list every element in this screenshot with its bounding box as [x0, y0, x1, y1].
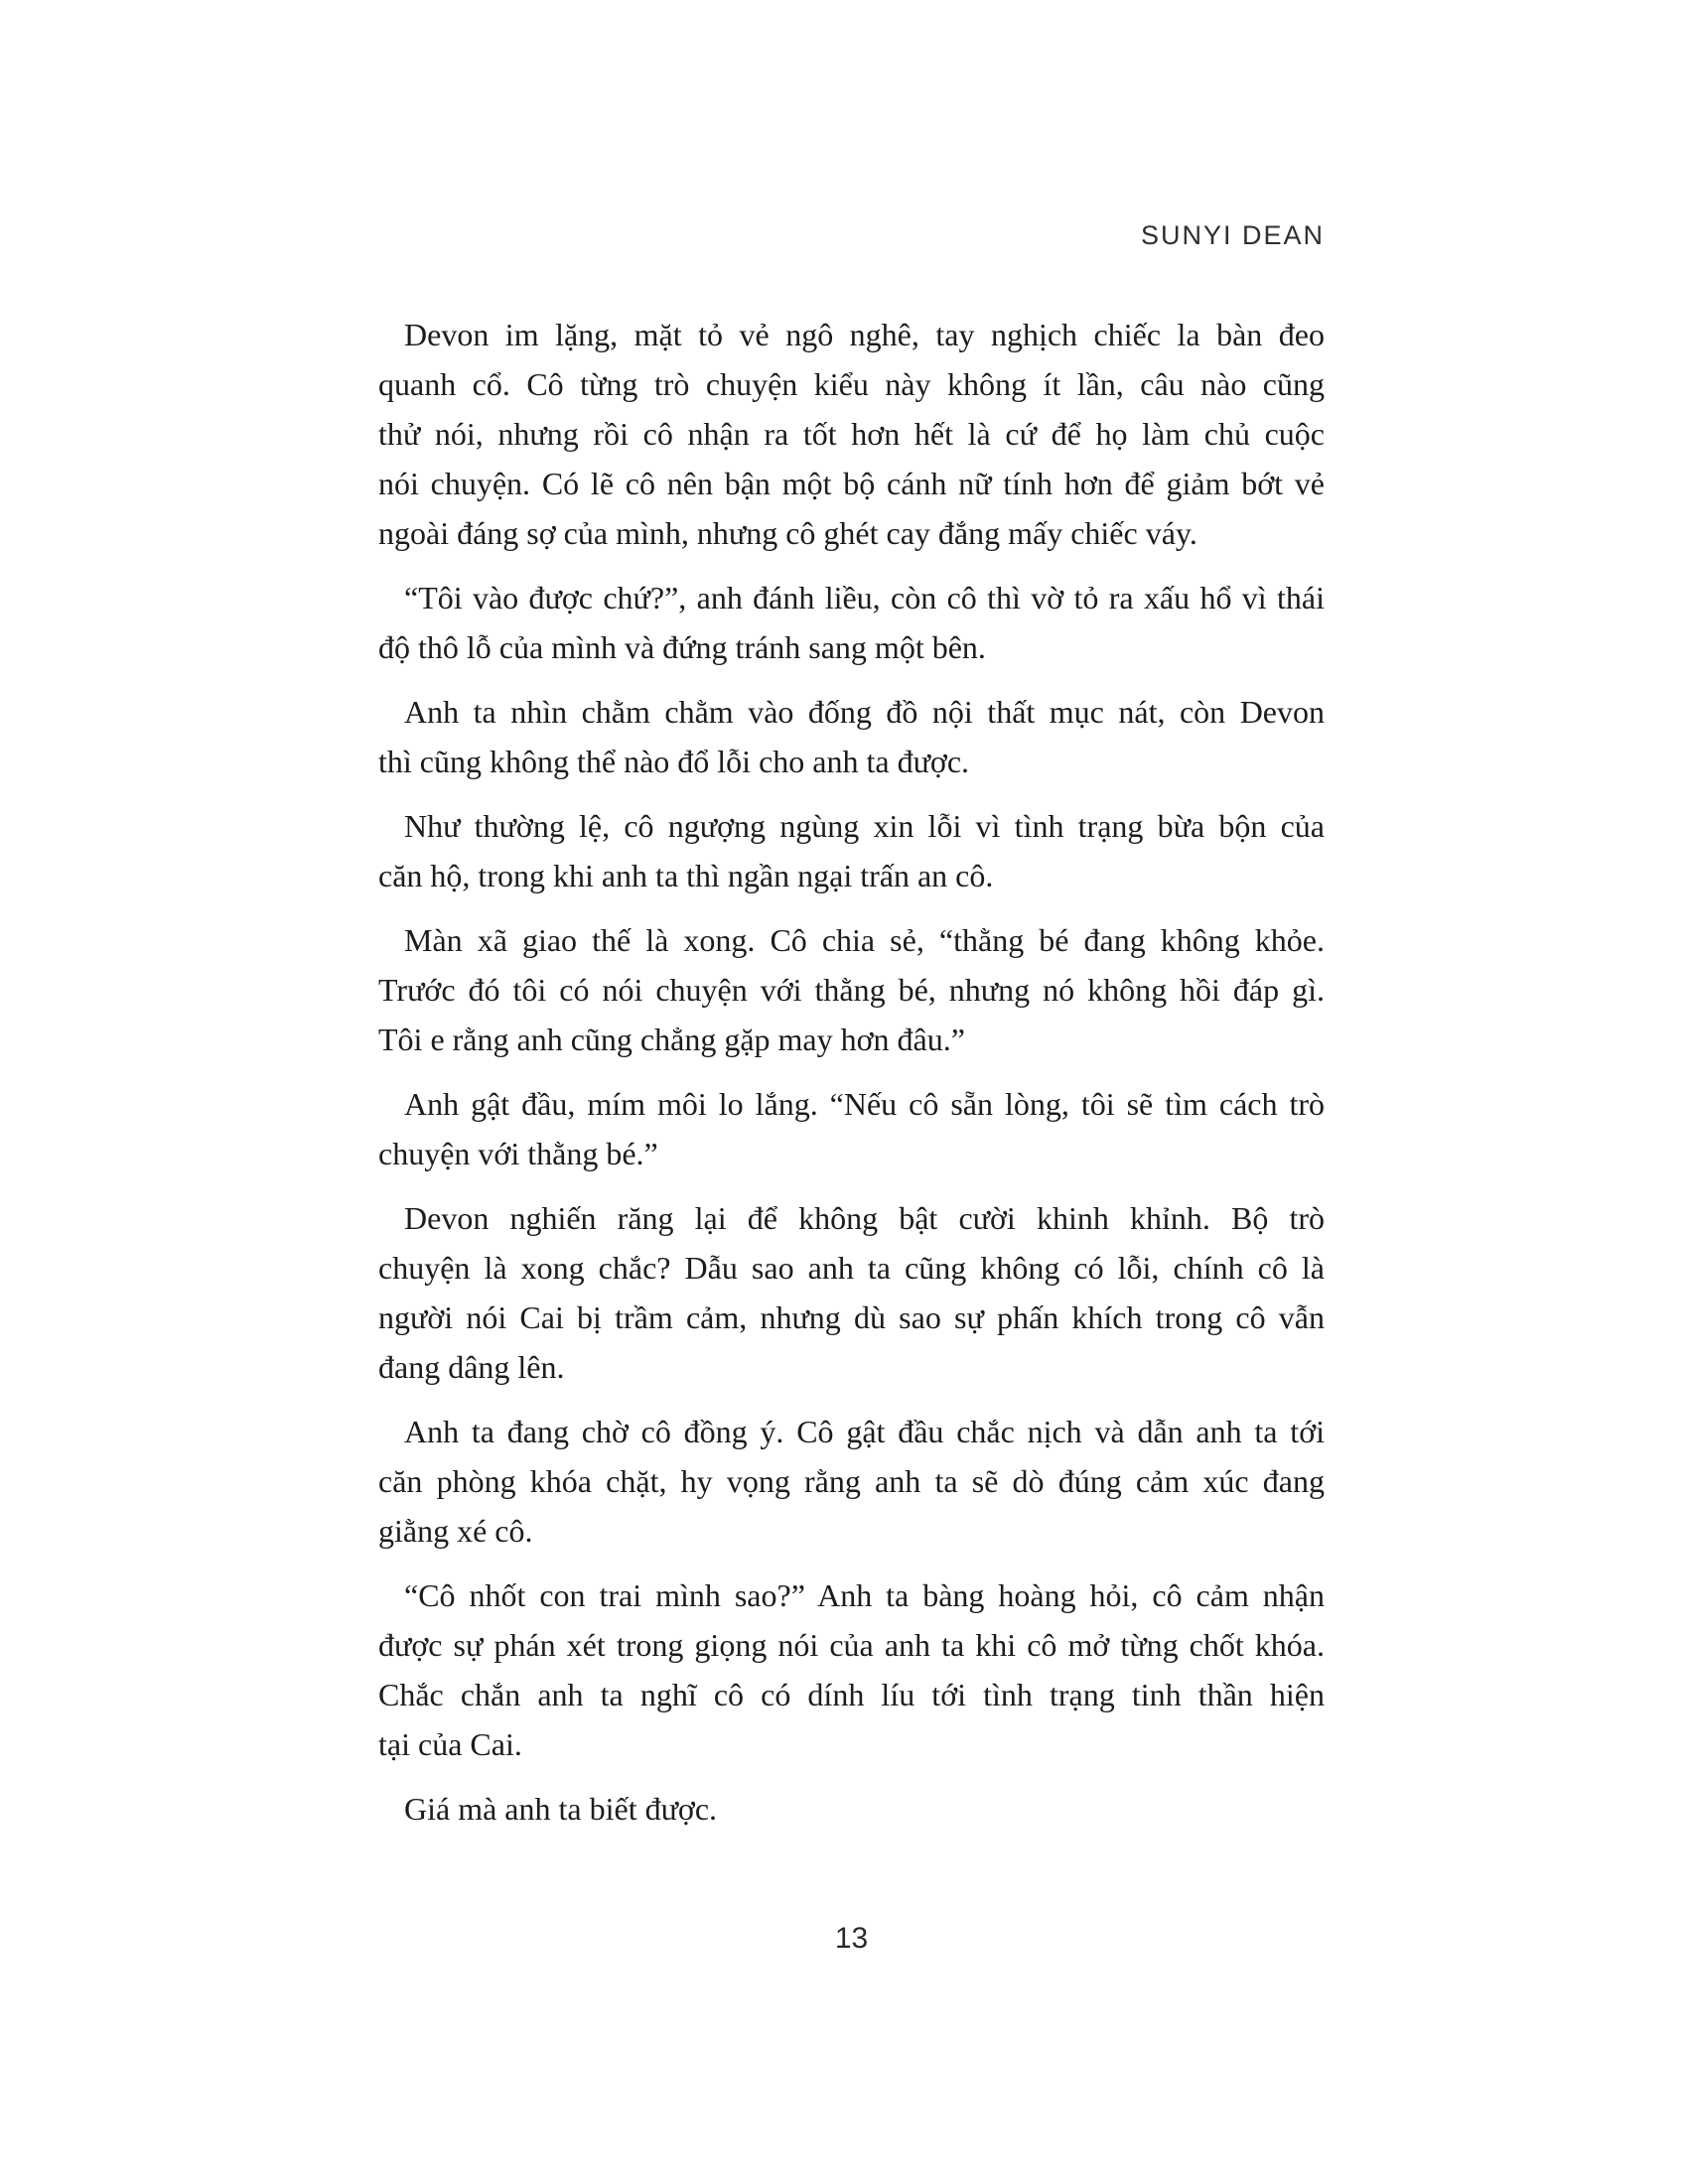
text-line: Tôi e rằng anh cũng chẳng gặp may hơn đâu.”: [378, 1022, 965, 1057]
paragraph: [378, 1193, 1325, 1392]
paragraph: [378, 687, 1325, 786]
text-line: Chắc chắn anh ta nghĩ cô có dính líu tới tình trạng tinh thần hiện: [378, 1677, 1325, 1712]
paragraph: [378, 1570, 1325, 1769]
text-line: độ thô lỗ của mình và đứng tránh sang một bên.: [378, 629, 986, 665]
text-line: Anh ta đang chờ cô đồng ý. Cô gật đầu chắc nịch và dẫn anh ta tới: [404, 1414, 1325, 1449]
page-number: 13: [834, 1922, 869, 1955]
text-line: nói chuyện. Có lẽ cô nên bận một bộ cánh nữ tính hơn để giảm bớt vẻ: [378, 466, 1325, 501]
text-line: Anh gật đầu, mím môi lo lắng. “Nếu cô sẵn lòng, tôi sẽ tìm cách trò: [404, 1086, 1325, 1122]
text-line: “Cô nhốt con trai mình sao?” Anh ta bàng hoàng hỏi, cô cảm nhận: [404, 1577, 1325, 1613]
text-line: tại của Cai.: [378, 1726, 522, 1762]
text-line: căn hộ, trong khi anh ta thì ngần ngại trấn an cô.: [378, 858, 994, 893]
paragraph: [378, 573, 1325, 672]
text-line: căn phòng khóa chặt, hy vọng rằng anh ta sẽ dò đúng cảm xúc đang: [378, 1463, 1325, 1499]
text-line: Màn xã giao thế là xong. Cô chia sẻ, “thằng bé đang không khỏe.: [404, 922, 1325, 958]
text-line: Devon nghiến răng lại để không bật cười khinh khỉnh. Bộ trò: [404, 1200, 1325, 1236]
paragraph: [378, 310, 1325, 558]
body-text: [378, 310, 1325, 1848]
text-line: Giá mà anh ta biết được.: [404, 1791, 718, 1827]
text-line: đang dâng lên.: [378, 1349, 565, 1385]
text-line: chuyện là xong chắc? Dẫu sao anh ta cũng không có lỗi, chính cô là: [378, 1250, 1325, 1286]
text-line: Devon im lặng, mặt tỏ vẻ ngô nghê, tay nghịch chiếc la bàn đeo: [404, 317, 1325, 352]
text-line: Trước đó tôi có nói chuyện với thằng bé, nhưng nó không hồi đáp gì.: [378, 972, 1325, 1008]
text-line: chuyện với thằng bé.”: [378, 1136, 658, 1171]
text-line: người nói Cai bị trầm cảm, nhưng dù sao sự phấn khích trong cô vẫn: [378, 1299, 1325, 1335]
text-line: thử nói, nhưng rồi cô nhận ra tốt hơn hết là cứ để họ làm chủ cuộc: [378, 416, 1325, 452]
paragraph: [378, 1784, 1325, 1834]
text-line: “Tôi vào được chứ?”, anh đánh liều, còn cô thì vờ tỏ ra xấu hổ vì thái: [404, 580, 1325, 615]
paragraph: [378, 1079, 1325, 1178]
text-line: Anh ta nhìn chằm chằm vào đống đồ nội thất mục nát, còn Devon: [404, 694, 1325, 730]
paragraph: [378, 915, 1325, 1064]
text-line: thì cũng không thể nào đổ lỗi cho anh ta được.: [378, 744, 970, 779]
author-name: SUNYI DEAN: [1140, 220, 1325, 250]
running-header: [378, 220, 1325, 251]
text-line: giằng xé cô.: [378, 1513, 533, 1549]
text-line: Như thường lệ, cô ngượng ngùng xin lỗi vì tình trạng bừa bộn của: [404, 808, 1325, 844]
text-line: quanh cổ. Cô từng trò chuyện kiểu này không ít lần, câu nào cũng: [378, 366, 1325, 402]
text-line: ngoài đáng sợ của mình, nhưng cô ghét cay đắng mấy chiếc váy.: [378, 515, 1197, 551]
text-line: được sự phán xét trong giọng nói của anh ta khi cô mở từng chốt khóa.: [378, 1627, 1325, 1663]
paragraph: [378, 801, 1325, 900]
paragraph: [378, 1407, 1325, 1556]
